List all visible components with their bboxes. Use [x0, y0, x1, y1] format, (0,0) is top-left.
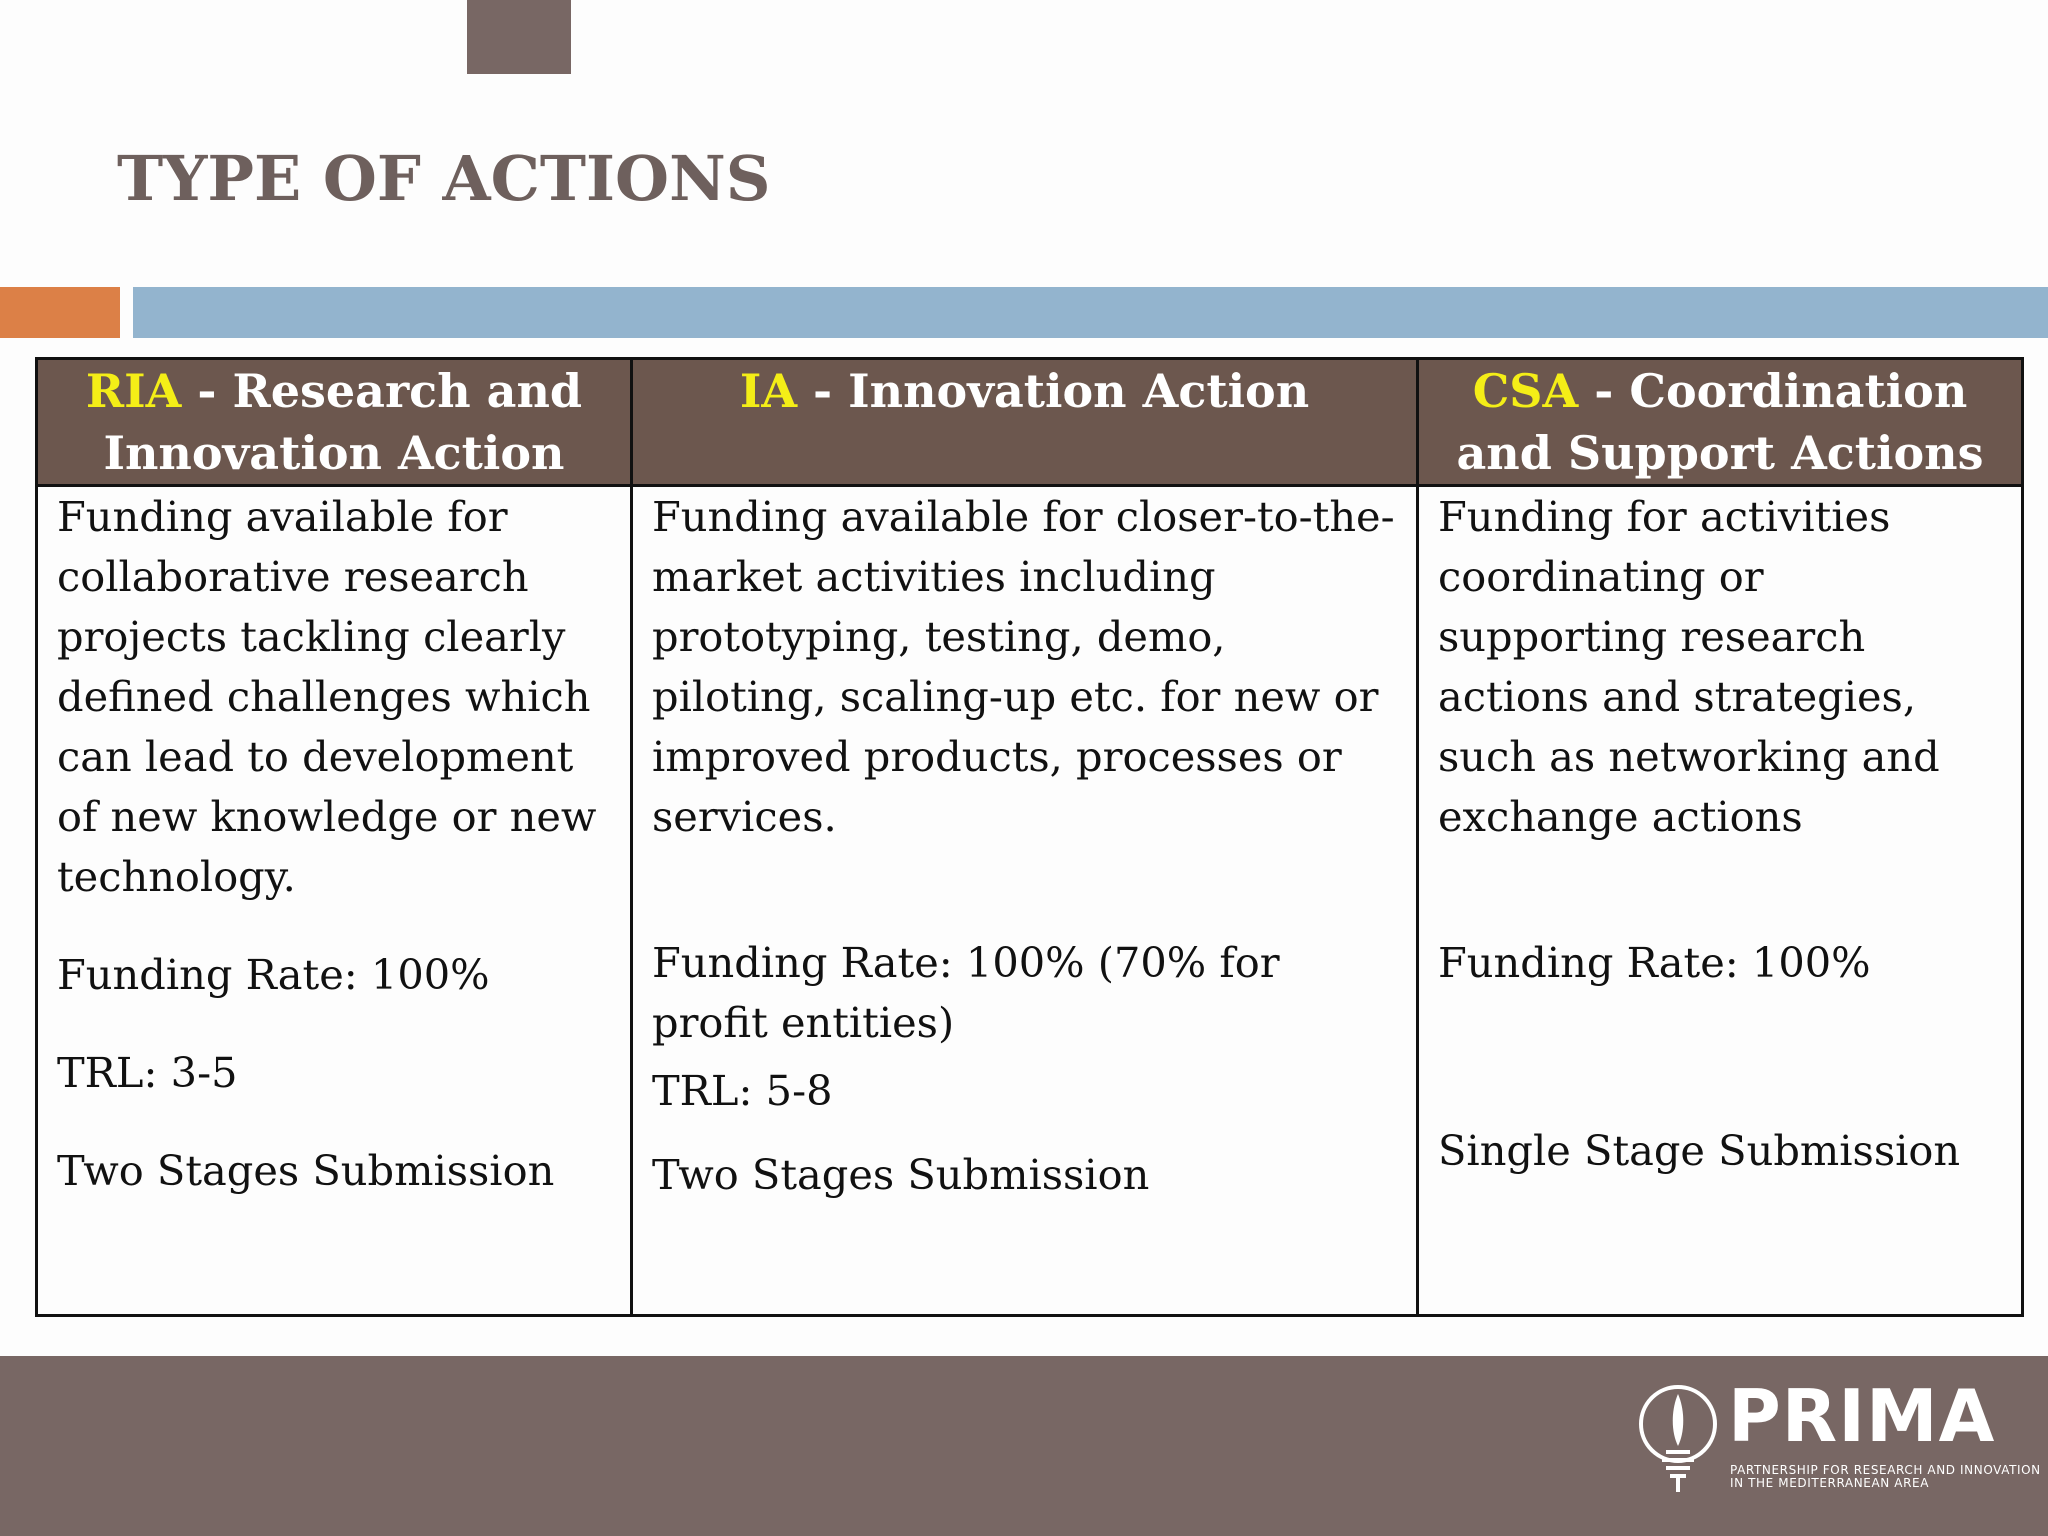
ia-funding-rate: Funding Rate: 100% (70% for profit entities)	[652, 938, 1280, 1047]
prima-wordmark: PRIMA	[1728, 1374, 1996, 1458]
prima-tagline-line-1: PARTNERSHIP FOR RESEARCH AND INNOVATION	[1730, 1463, 2041, 1477]
header-ria	[37, 359, 632, 486]
cell-ia	[632, 486, 1418, 1316]
table-header-row	[37, 359, 2023, 486]
header-csa	[1418, 359, 2023, 486]
header-abbr-csa: CSA	[1472, 364, 1579, 418]
slide-title: TYPE OF ACTIONS	[117, 142, 771, 215]
actions-table	[35, 357, 2024, 1317]
footer-band	[0, 1356, 2048, 1536]
csa-submission: Single Stage Submission	[1438, 1126, 1961, 1175]
header-label-csa: - Coordination and Support Actions	[1456, 364, 1984, 480]
cell-ria	[37, 486, 632, 1316]
csa-description: Funding for activities coordinating or supporting research actions and strategies, such as networking and exchange actions	[1438, 492, 1940, 841]
prima-emblem-icon	[1638, 1380, 1718, 1498]
header-abbr-ria: RIA	[85, 364, 182, 418]
header-ia	[632, 359, 1418, 486]
header-label-ria: - Research and Innovation Action	[103, 364, 583, 480]
ia-submission: Two Stages Submission	[652, 1150, 1150, 1199]
csa-funding-rate: Funding Rate: 100%	[1438, 938, 1871, 987]
cell-csa	[1418, 486, 2023, 1316]
accent-bar-orange	[0, 287, 120, 338]
ria-submission: Two Stages Submission	[57, 1146, 555, 1195]
prima-tagline-line-2: IN THE MEDITERRANEAN AREA	[1730, 1476, 1930, 1490]
ia-description: Funding available for closer-to-the-market activities including prototyping, testing, demo, piloting, scaling-up etc. for new or improved products, processes or services.	[652, 492, 1395, 841]
ria-funding-rate: Funding Rate: 100%	[57, 950, 490, 999]
prima-tagline	[1730, 1463, 2041, 1490]
prima-logo	[1638, 1374, 2041, 1498]
ria-trl: TRL: 3-5	[57, 1048, 238, 1097]
header-label-ia: - Innovation Action	[797, 364, 1310, 418]
ria-description: Funding available for collaborative research projects tackling clearly defined challenges which can lead to development of new knowledge or new technology.	[57, 492, 597, 901]
header-abbr-ia: IA	[739, 364, 798, 418]
decorative-top-square	[467, 0, 571, 74]
table-body-row	[37, 486, 2023, 1316]
accent-bar-blue	[133, 287, 2048, 338]
ia-trl: TRL: 5-8	[652, 1066, 833, 1115]
